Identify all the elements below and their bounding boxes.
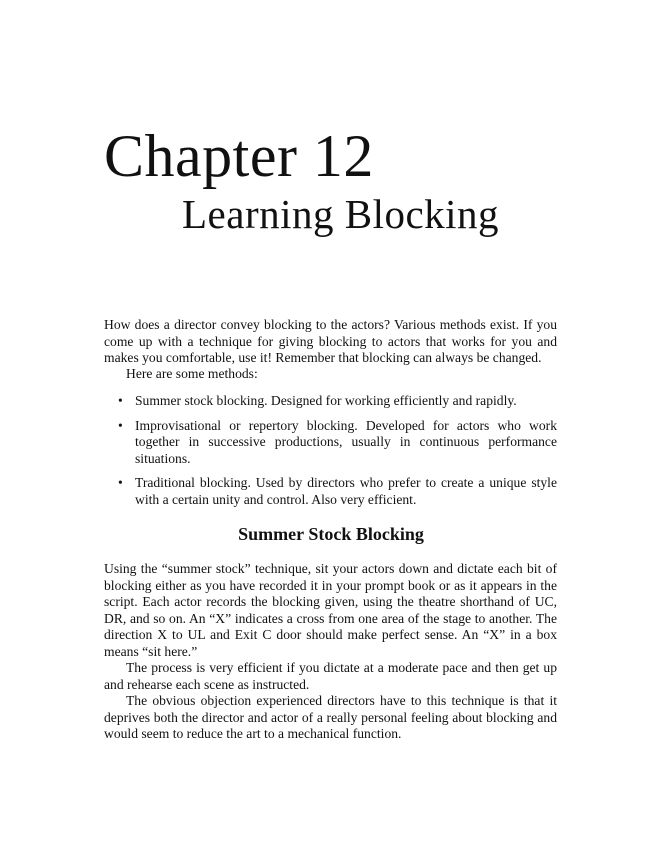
bullet-icon: • bbox=[118, 417, 123, 433]
method-text: Improvisational or repertory blocking. Developed for actors who work together in successive productions, usually in continuous performance situations. bbox=[135, 417, 557, 466]
methods-lead-in: Here are some methods: bbox=[126, 366, 258, 381]
list-item bbox=[104, 393, 557, 410]
section-paragraph: The obvious objection experienced directors have to this technique is that it deprives both the director and actor of a really personal feeling about blocking and would seem to reduce the art to a mechanical function. bbox=[104, 693, 557, 741]
section-paragraph: Using the “summer stock” technique, sit your actors down and dictate each bit of blocking either as you have recorded it in your prompt book or as it appears in the script. Each actor records the blocking given, using the theatre shorthand of UC, DR, and so on. An “X” indicates a cross from one area of the stage to another. The direction X to UL and Exit C door should make perfect sense. An “X” in a box means “sit here.” bbox=[104, 561, 557, 659]
methods-list bbox=[104, 393, 557, 516]
chapter-title: Learning Blocking bbox=[182, 191, 500, 237]
section-paragraph: The process is very efficient if you dictate at a moderate pace and then get up and rehearse each scene as instructed. bbox=[104, 660, 557, 692]
list-item bbox=[104, 475, 557, 508]
chapter-number: Chapter 12 bbox=[104, 123, 374, 189]
bullet-icon: • bbox=[118, 475, 123, 490]
list-item bbox=[104, 418, 557, 468]
method-text: Summer stock blocking. Designed for working efficiently and rapidly. bbox=[135, 393, 517, 408]
intro-paragraph: How does a director convey blocking to the actors? Various methods exist. If you come up with a technique for giving blocking to actors that works for you and makes you comfortable, use it! Remember that blocking can always be changed. bbox=[104, 317, 557, 365]
section-heading: Summer Stock Blocking bbox=[238, 524, 424, 544]
bullet-icon: • bbox=[118, 393, 123, 408]
method-text: Traditional blocking. Used by directors who prefer to create a unique style with a certain unity and control. Also very efficient. bbox=[135, 475, 557, 507]
section-body bbox=[104, 561, 557, 743]
